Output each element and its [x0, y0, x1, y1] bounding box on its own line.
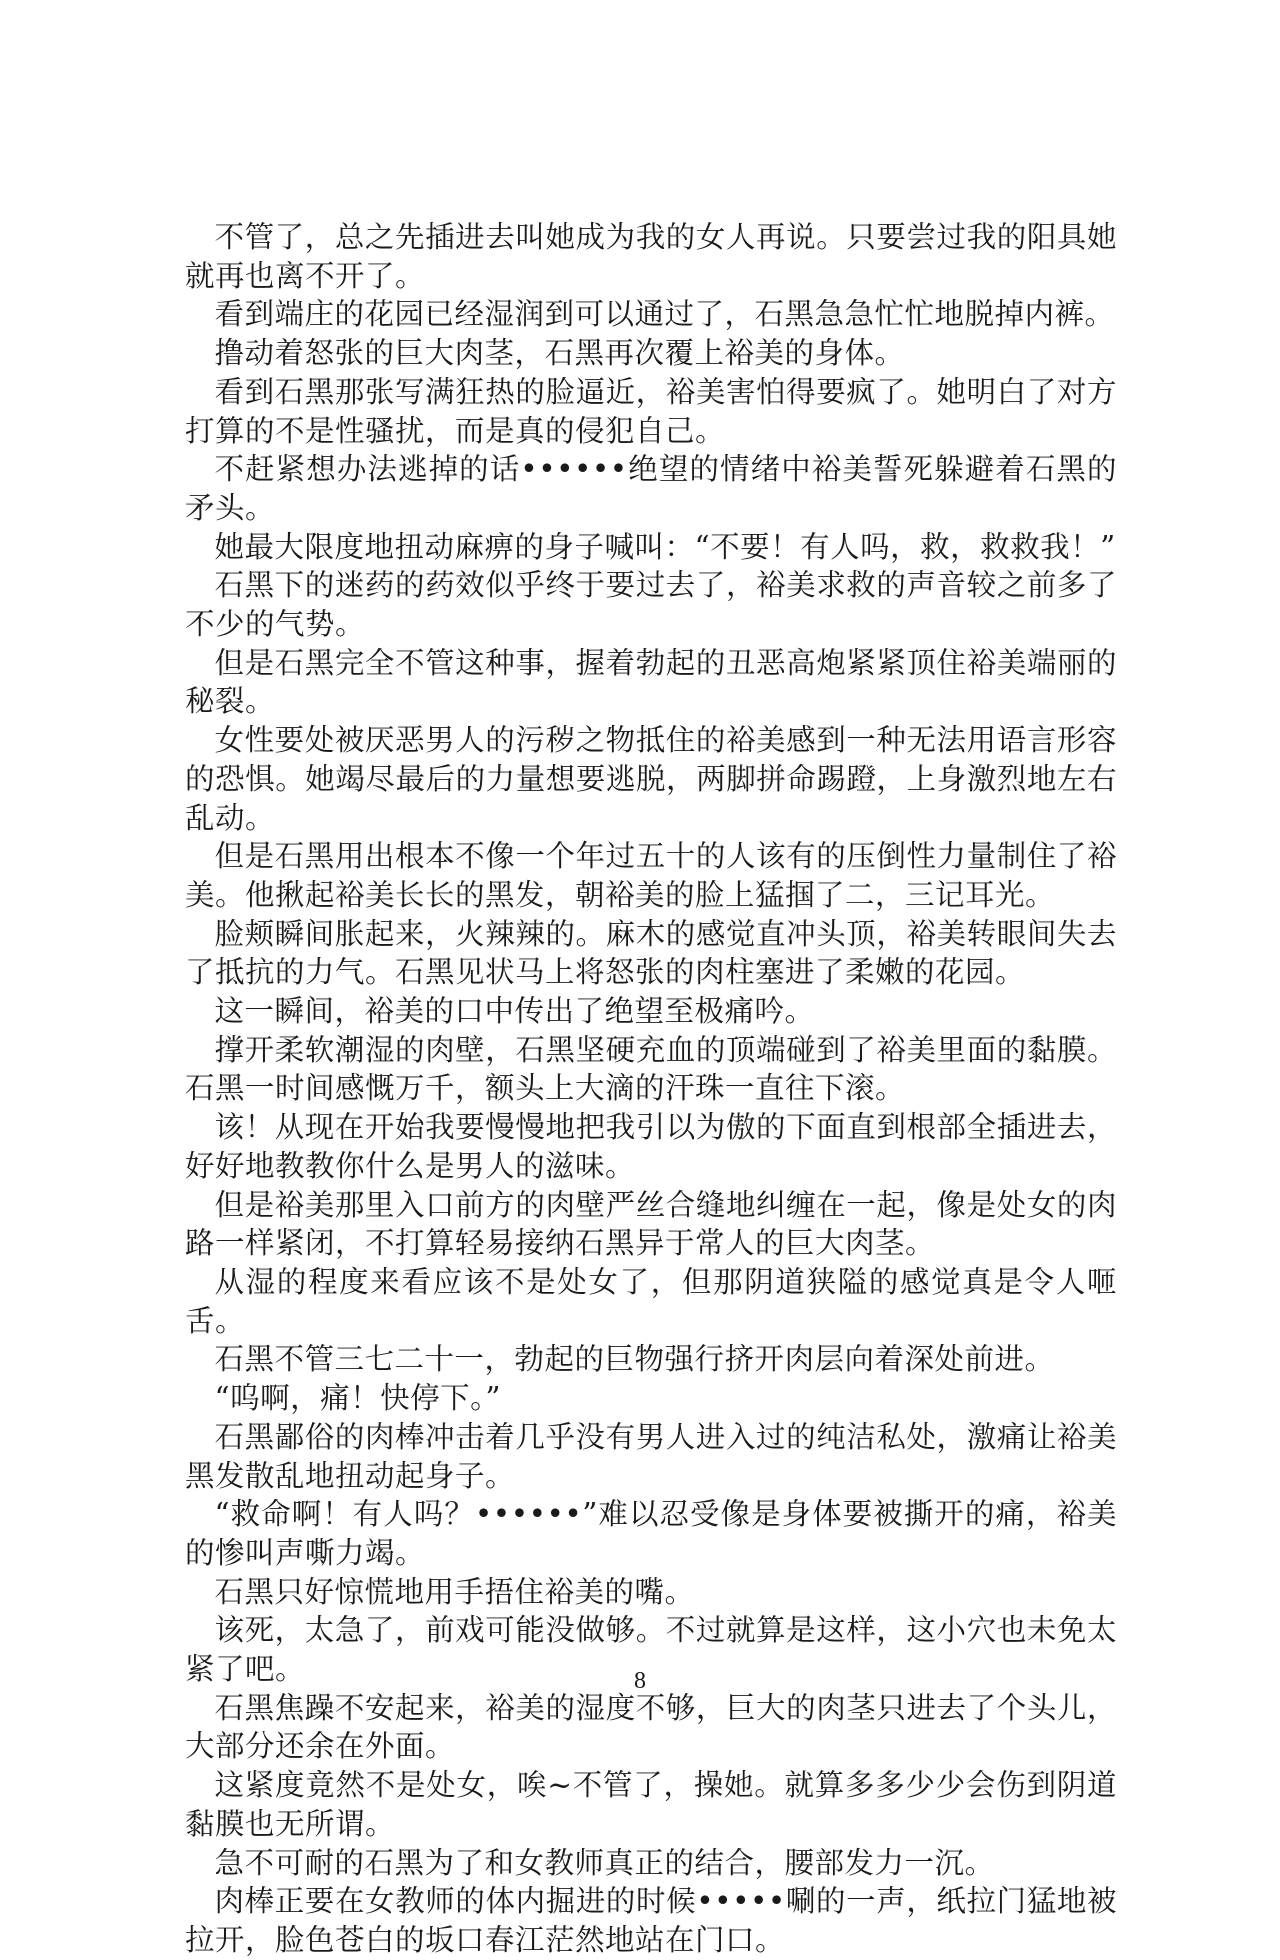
- paragraph: 该死，太急了，前戏可能没做够。不过就算是这样，这小穴也未免太紧了吧。: [185, 1613, 1117, 1687]
- paragraph: 看到石黑那张写满狂热的脸逼近，裕美害怕得要疯了。她明白了对方打算的不是性骚扰，而是真的侵犯自己。: [185, 374, 1117, 448]
- paragraph: 不赶紧想办法逃掉的话••••••绝望的情绪中裕美誓死躲避着石黑的矛头。: [185, 452, 1117, 525]
- paragraph: 不管了，总之先插进去叫她成为我的女人再说。只要尝过我的阳具她就再也离不开了。: [185, 220, 1117, 293]
- paragraph: 但是裕美那里入口前方的肉壁严丝合缝地纠缠在一起，像是处女的肉路一样紧闭，不打算轻易接纳石黑异于常人的巨大肉茎。: [185, 1187, 1117, 1261]
- page-body: [185, 218, 1117, 1960]
- paragraph: 该！从现在开始我要慢慢地把我引以为傲的下面直到根部全插进去，好好地教教你什么是男人的滋味。: [185, 1110, 1117, 1183]
- paragraph: 从湿的程度来看应该不是处女了，但那阴道狭隘的感觉真是令人咂舌。: [185, 1264, 1117, 1338]
- page-number: 8: [634, 1668, 646, 1694]
- paragraph: 这一瞬间，裕美的口中传出了绝望至极痛吟。: [214, 994, 815, 1029]
- paragraph: 女性要处被厌恶男人的污秽之物抵住的裕美感到一种无法用语言形容的恐惧。她竭尽最后的力量想要逃脱，两脚拼命踢蹬，上身激烈地左右乱动。: [185, 723, 1117, 835]
- paragraph: 石黑下的迷药的药效似乎终于要过去了，裕美求救的声音较之前多了不少的气势。: [185, 568, 1117, 642]
- paragraph: 肉棒正要在女教师的体内掘进的时候•••••唰的一声，纸拉门猛地被拉开，脸色苍白的坂口春江茫然地站在门口。: [185, 1884, 1117, 1957]
- paragraph: 石黑只好惊慌地用手捂住裕美的嘴。: [214, 1574, 695, 1609]
- paragraph: 石黑焦躁不安起来，裕美的湿度不够，巨大的肉茎只进去了个头儿，大部分还余在外面。: [185, 1690, 1117, 1764]
- paragraph: 撸动着怒张的巨大肉茎，石黑再次覆上裕美的身体。: [214, 336, 905, 371]
- paragraph: 看到端庄的花园已经湿润到可以通过了，石黑急急忙忙地脱掉内裤。: [214, 297, 1115, 332]
- paragraph: 撑开柔软潮湿的肉壁，石黑坚硬充血的顶端碰到了裕美里面的黏膜。石黑一时间感慨万千，额头上大滴的汗珠一直往下滚。: [185, 1032, 1117, 1106]
- paragraph: 她最大限度地扭动麻痹的身子喊叫：“不要！有人吗，救，救救我！”: [214, 529, 1116, 564]
- paragraph: 急不可耐的石黑为了和女教师真正的结合，腰部发力一沉。: [214, 1845, 995, 1880]
- paragraph: 这紧度竟然不是处女，唉~不管了，操她。就算多多少少会伤到阴道黏膜也无所谓。: [185, 1768, 1117, 1841]
- paragraph: “救命啊！有人吗？••••••”难以忍受像是身体要被撕开的痛，裕美的惨叫声嘶力竭。: [185, 1497, 1117, 1570]
- paragraph: 但是石黑完全不管这种事，握着勃起的丑恶高炮紧紧顶住裕美端丽的秘裂。: [185, 645, 1117, 719]
- paragraph: 但是石黑用出根本不像一个年过五十的人该有的压倒性力量制住了裕美。他揪起裕美长长的黑发，朝裕美的脸上猛掴了二，三记耳光。: [185, 839, 1117, 912]
- paragraph: 石黑不管三七二十一，勃起的巨物强行挤开肉层向着深处前进。: [214, 1342, 1055, 1377]
- paragraph: 石黑鄙俗的肉棒冲击着几乎没有男人进入过的纯洁私处，激痛让裕美黑发散乱地扭动起身子。: [185, 1419, 1117, 1493]
- paragraph: 脸颊瞬间胀起来，火辣辣的。麻木的感觉直冲头顶，裕美转眼间失去了抵抗的力气。石黑见状马上将怒张的肉柱塞进了柔嫩的花园。: [185, 916, 1117, 990]
- paragraph: “呜啊，痛！快停下。”: [214, 1381, 501, 1416]
